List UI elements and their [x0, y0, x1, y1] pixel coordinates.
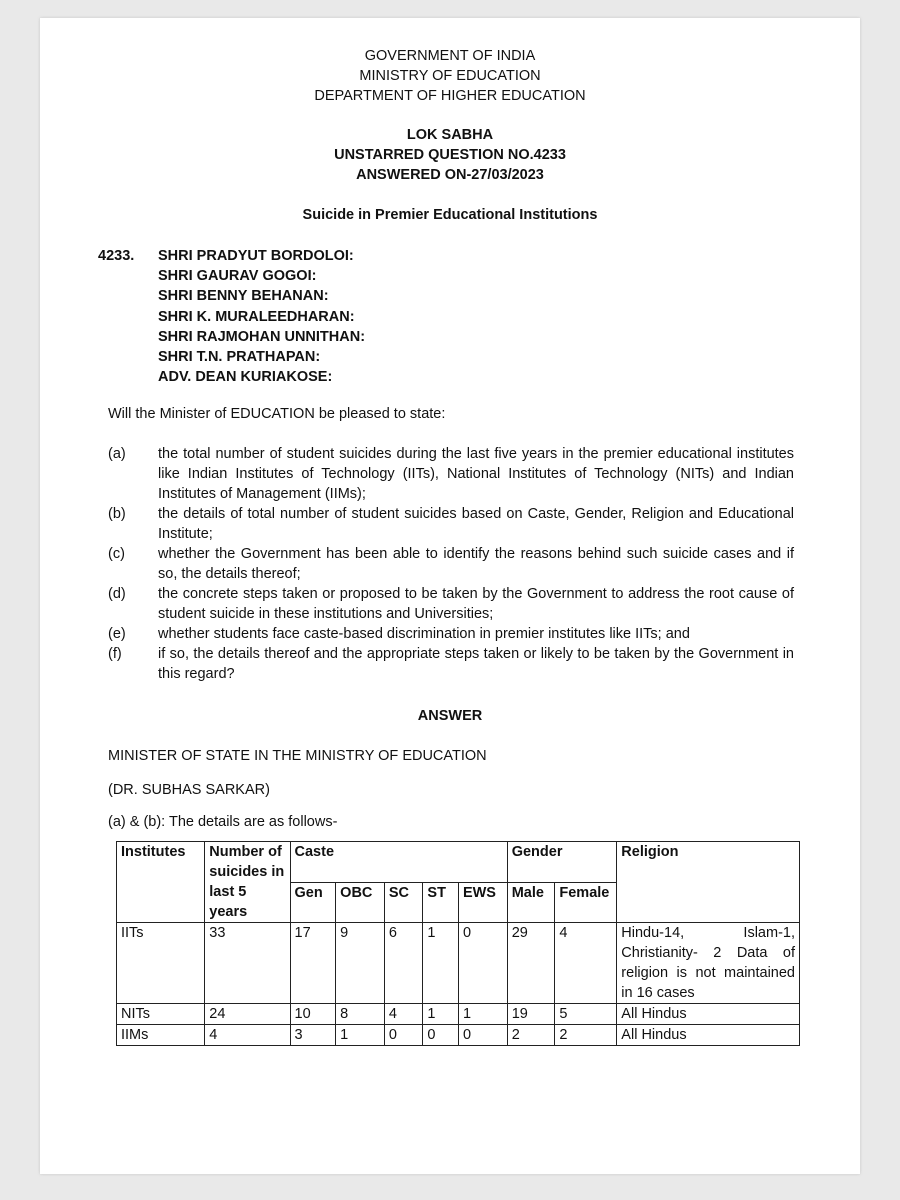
cell-institute: IITs — [117, 923, 205, 1004]
suicide-data-table — [116, 841, 800, 1046]
header-line-2: MINISTRY OF EDUCATION — [359, 68, 541, 84]
member-name: SHRI BENNY BEHANAN: — [158, 288, 329, 305]
part-text: whether students face caste-based discrimination in premier institutes like IITs; and — [158, 626, 690, 642]
cell-gen: 3 — [290, 1025, 336, 1046]
question-part-d — [108, 584, 794, 624]
member-name: SHRI K. MURALEEDHARAN: — [158, 308, 355, 325]
cell-male: 19 — [507, 1004, 555, 1025]
header-female: Female — [555, 882, 617, 923]
part-label: (c) — [108, 546, 125, 562]
header-gen: Gen — [290, 882, 336, 923]
cell-female: 4 — [555, 923, 617, 1004]
part-text: the concrete steps taken or proposed to be taken by the Government to address the root cause of student suicide in these institutions and Universities; — [158, 586, 794, 622]
cell-ews: 1 — [458, 1004, 507, 1025]
header-male: Male — [507, 882, 555, 923]
cell-gen: 17 — [290, 923, 336, 1004]
question-part-c — [108, 544, 794, 584]
cell-female: 5 — [555, 1004, 617, 1025]
part-label: (f) — [108, 646, 122, 662]
header-institutes: Institutes — [117, 842, 205, 923]
part-label: (e) — [108, 626, 126, 642]
part-text: if so, the details thereof and the appropriate steps taken or likely to be taken by the Government in this regard? — [158, 646, 794, 682]
cell-sc: 4 — [384, 1004, 423, 1025]
member-name: SHRI RAJMOHAN UNNITHAN: — [158, 328, 366, 345]
question-serial: 4233. — [98, 248, 135, 264]
table-header-row — [117, 842, 800, 883]
part-label: (d) — [108, 586, 126, 602]
minister-name: (DR. SUBHAS SARKAR) — [108, 782, 270, 798]
member-name: ADV. DEAN KURIAKOSE: — [158, 369, 333, 386]
answer-heading: ANSWER — [417, 708, 483, 724]
header-caste: Caste — [290, 842, 507, 883]
part-text: the details of total number of student suicides based on Caste, Gender, Religion and Educational Institute; — [158, 506, 794, 542]
question-part-a — [108, 444, 794, 504]
question-intro: Will the Minister of EDUCATION be pleased to state: — [108, 406, 446, 422]
cell-institute: IIMs — [117, 1025, 205, 1046]
header-line-1: GOVERNMENT OF INDIA — [364, 48, 536, 64]
cell-obc: 9 — [336, 923, 385, 1004]
header-number: Number of suicides in last 5 years — [205, 842, 290, 923]
cell-number: 33 — [205, 923, 290, 1004]
cell-sc: 0 — [384, 1025, 423, 1046]
cell-religion: All Hindus — [617, 1004, 800, 1025]
member-name: SHRI T.N. PRATHAPAN: — [158, 349, 321, 366]
question-parts — [108, 444, 794, 684]
header-ews: EWS — [458, 882, 507, 923]
member-list — [158, 246, 365, 387]
cell-number: 4 — [205, 1025, 290, 1046]
member-name: SHRI GAURAV GOGOI: — [158, 268, 317, 285]
cell-obc: 1 — [336, 1025, 385, 1046]
question-part-e — [108, 624, 794, 644]
header-religion: Religion — [617, 842, 800, 923]
cell-st: 1 — [423, 923, 459, 1004]
cell-sc: 6 — [384, 923, 423, 1004]
cell-gen: 10 — [290, 1004, 336, 1025]
part-text: whether the Government has been able to identify the reasons behind such suicide cases and if so, the details thereof; — [158, 546, 794, 582]
table-row — [117, 1025, 800, 1046]
cell-male: 2 — [507, 1025, 555, 1046]
question-subject: Suicide in Premier Educational Institutions — [302, 207, 598, 223]
cell-institute: NITs — [117, 1004, 205, 1025]
answer-details-intro: (a) & (b): The details are as follows- — [108, 814, 338, 830]
cell-st: 0 — [423, 1025, 459, 1046]
house-name: LOK SABHA — [406, 127, 494, 143]
cell-ews: 0 — [458, 923, 507, 1004]
header-st: ST — [423, 882, 459, 923]
question-header — [40, 125, 860, 185]
question-part-b — [108, 504, 794, 544]
minister-title: MINISTER OF STATE IN THE MINISTRY OF EDUCATION — [108, 748, 487, 764]
part-label: (a) — [108, 446, 126, 462]
cell-ews: 0 — [458, 1025, 507, 1046]
part-text: the total number of student suicides during the last five years in the premier educational institutes like Indian Institutes of Technology (IITs), National Institutes of Technology (NITs) and Indian Institutes of Management (IIMs); — [158, 446, 794, 502]
cell-religion: Hindu-14, Islam-1, Christianity- 2 Data of religion is not maintained in 16 cases — [617, 923, 800, 1004]
header-line-3: DEPARTMENT OF HIGHER EDUCATION — [314, 88, 586, 104]
government-header — [40, 46, 860, 106]
cell-male: 29 — [507, 923, 555, 1004]
member-name: SHRI PRADYUT BORDOLOI: — [158, 248, 354, 264]
header-gender: Gender — [507, 842, 617, 883]
table-row — [117, 1004, 800, 1025]
document-page — [40, 18, 860, 1174]
question-number: UNSTARRED QUESTION NO.4233 — [334, 147, 566, 163]
question-part-f — [108, 644, 794, 684]
cell-obc: 8 — [336, 1004, 385, 1025]
cell-st: 1 — [423, 1004, 459, 1025]
cell-number: 24 — [205, 1004, 290, 1025]
answered-date: ANSWERED ON-27/03/2023 — [356, 167, 544, 183]
cell-religion: All Hindus — [617, 1025, 800, 1046]
part-label: (b) — [108, 506, 126, 522]
header-sc: SC — [384, 882, 423, 923]
table-row — [117, 923, 800, 1004]
cell-female: 2 — [555, 1025, 617, 1046]
header-obc: OBC — [336, 882, 385, 923]
